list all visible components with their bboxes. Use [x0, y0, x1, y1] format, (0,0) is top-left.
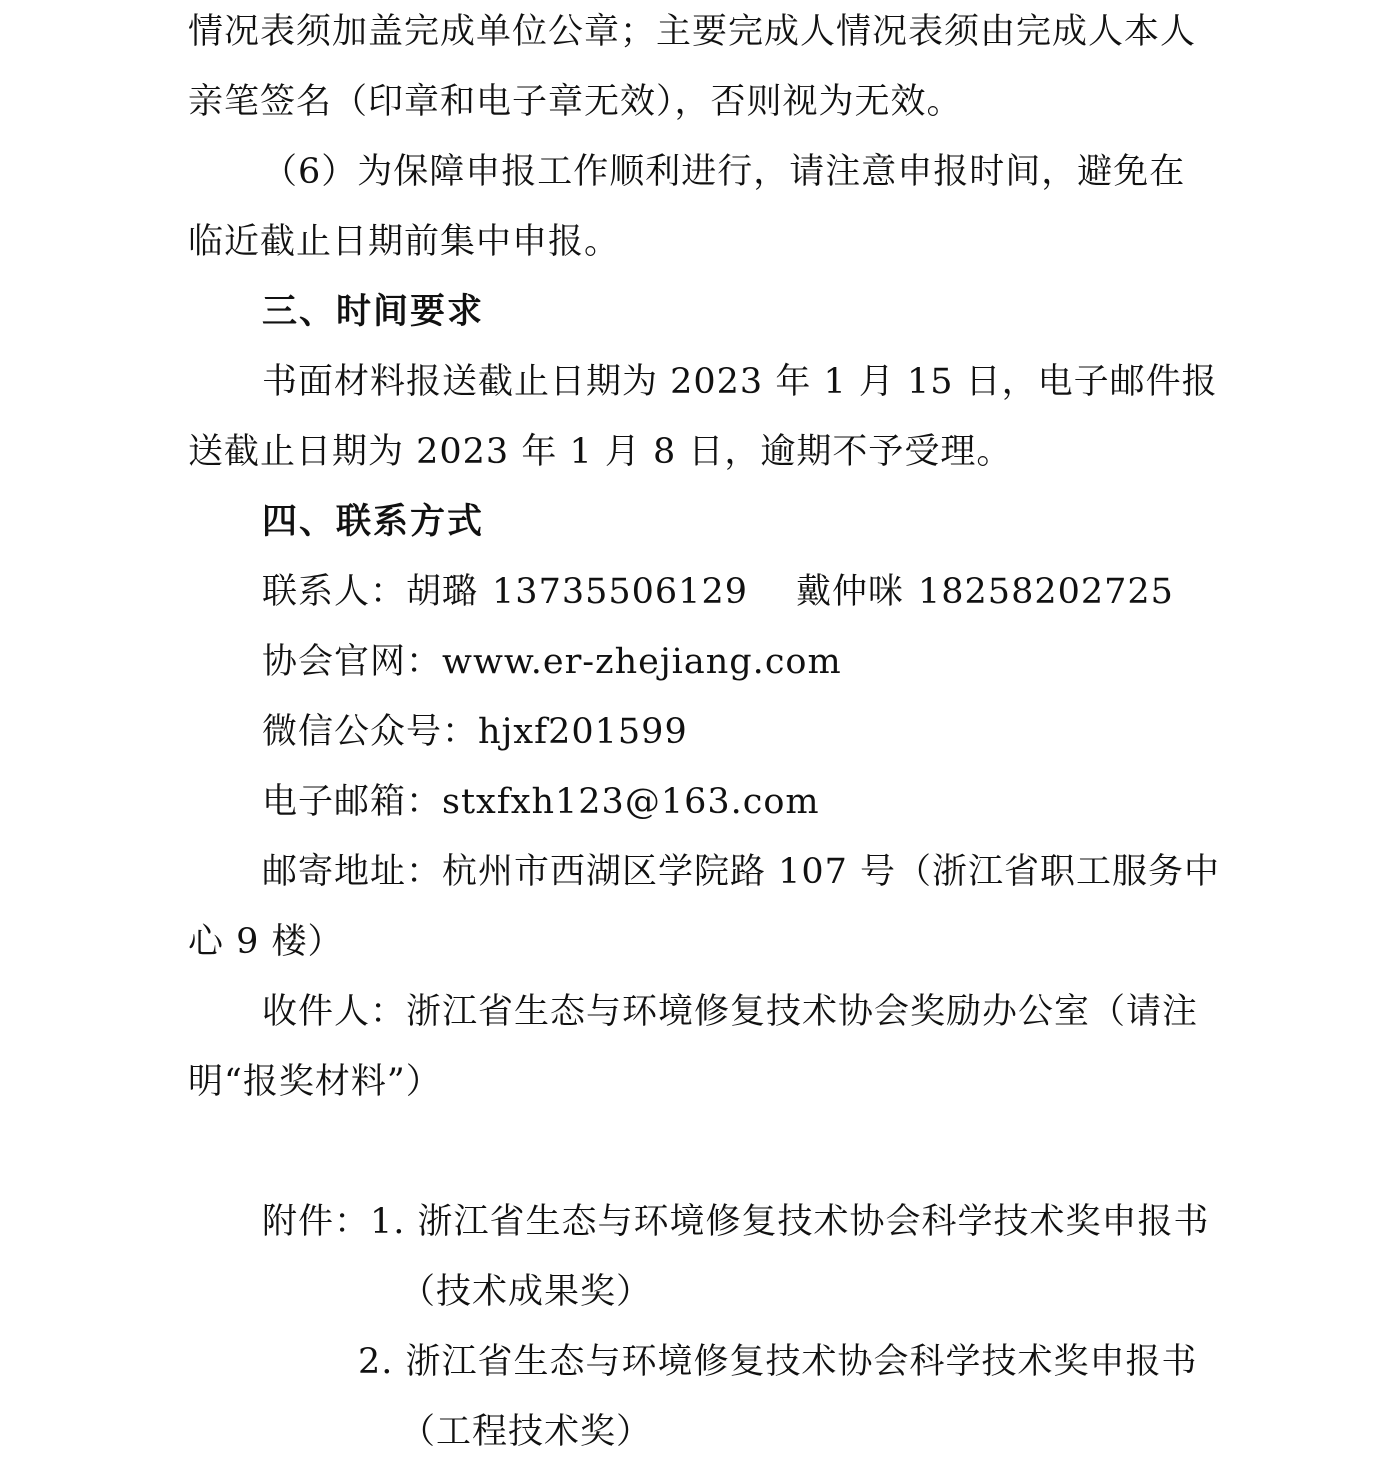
deadline-line-2: 送截止日期为 2023 年 1 月 8 日，逾期不予受理。 [188, 432, 1013, 472]
attachment-1-line-1 [262, 1200, 1210, 1244]
deadline-line-1: 书面材料报送截止日期为 2023 年 1 月 15 日，电子邮件报 [262, 362, 1218, 402]
contact-2-phone: 18258202725 [918, 572, 1174, 612]
recipient-line-1: 收件人：浙江省生态与环境修复技术协会奖励办公室（请注 [262, 992, 1199, 1032]
address-line-2: 心 9 楼） [188, 922, 344, 962]
section-3-heading: 三、时间要求 [262, 292, 485, 332]
email-line [262, 780, 820, 824]
attachment-1-title: 1. 浙江省生态与环境修复技术协会科学技术奖申报书 [370, 1202, 1210, 1242]
wechat-line [262, 710, 688, 754]
paragraph-5-line-1: 情况表须加盖完成单位公章；主要完成人情况表须由完成人本人 [188, 12, 1197, 52]
wechat-account: hjxf201599 [478, 712, 688, 752]
email-label: 电子邮箱： [262, 782, 443, 822]
attachment-2-line-2: （工程技术奖） [400, 1412, 653, 1452]
section-4-heading: 四、联系方式 [262, 502, 485, 542]
website-line [262, 640, 842, 684]
contact-1-name: 胡璐 [406, 572, 479, 612]
attachment-1-line-2: （技术成果奖） [400, 1272, 653, 1312]
contact-1-phone: 13735506129 [492, 572, 748, 612]
attachment-2-line-1: 2. 浙江省生态与环境修复技术协会科学技术奖申报书 [358, 1342, 1198, 1382]
website-label: 协会官网： [262, 642, 443, 682]
attachments-label: 附件： [262, 1202, 371, 1242]
contacts-label: 联系人： [262, 572, 407, 612]
paragraph-6-line-2: 临近截止日期前集中申报。 [188, 222, 621, 262]
paragraph-5-line-2: 亲笔签名（印章和电子章无效），否则视为无效。 [188, 82, 963, 122]
address-line-1: 邮寄地址：杭州市西湖区学院路 107 号（浙江省职工服务中 [262, 852, 1221, 892]
paragraph-6-line-1: （6）为保障申报工作顺利进行，请注意申报时间，避免在 [262, 152, 1186, 192]
recipient-line-2: 明“报奖材料”） [188, 1062, 442, 1102]
contacts-line [262, 570, 1174, 614]
email-link[interactable]: stxfxh123@163.com [442, 782, 820, 822]
contact-2-name: 戴仲咪 [795, 572, 904, 612]
website-link[interactable]: www.er-zhejiang.com [442, 642, 842, 682]
wechat-label: 微信公众号： [262, 712, 479, 752]
